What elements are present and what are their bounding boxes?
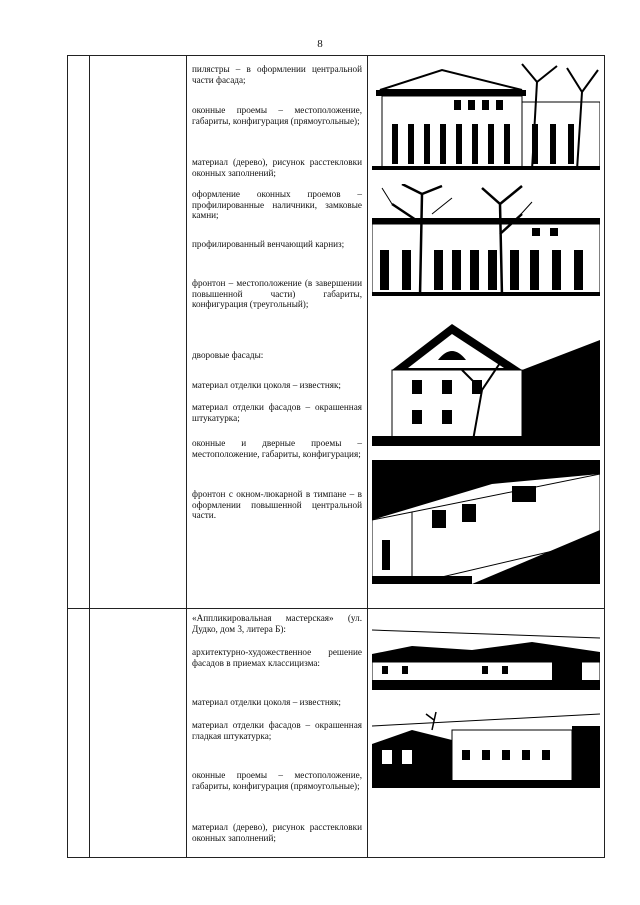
workshop-photo-2: [372, 710, 600, 788]
text-facade-material: материал отделки фасадов – окрашенная штукатурка;: [192, 402, 362, 423]
text-window-openings-2: оконные проемы – местоположение, габариты, конфигурация (прямоугольные);: [192, 770, 362, 791]
text-plinth-material-2: материал отделки цоколя – известняк;: [192, 697, 341, 707]
text-pilasters: пилястры – в оформлении центральной части фасада;: [192, 64, 362, 85]
row-divider: [67, 608, 605, 609]
text-plinth-material: материал отделки цоколя – известняк;: [192, 380, 341, 390]
text-facade-material-2: материал отделки фасадов – окрашенная гладкая штукатурка;: [192, 720, 362, 741]
column-border-right: [604, 55, 605, 858]
text-dormer-pediment: фронтон с окном-люкарной в тимпане – в оформлении повышенной центральной части.: [192, 489, 362, 521]
text-courtyard-heading: дворовые фасады:: [192, 350, 264, 360]
text-window-openings: оконные проемы – местоположение, габариты, конфигурация (прямоугольные);: [192, 105, 362, 126]
column-border-left: [67, 55, 68, 858]
text-architectural-solution: архитектурно-художественное решение фасадов в приемах классицизма:: [192, 647, 362, 668]
column-border-2: [89, 55, 90, 858]
facade-photo-2: [372, 184, 600, 296]
table-bottom-border: [67, 857, 605, 858]
workshop-photo-1: [372, 628, 600, 690]
text-window-trim: оформление оконных проемов – профилированные наличники, замковые камни;: [192, 189, 362, 221]
object-title: «Аппликировальная мастерская» (ул. Дудко, дом 3, литера Б):: [192, 613, 362, 634]
text-window-material: материал (дерево), рисунок расстекловки оконных заполнений;: [192, 157, 362, 178]
courtyard-photo-1: [372, 320, 600, 446]
column-border-4: [367, 55, 368, 858]
text-pediment: фронтон – местоположение (в завершении повышенной части) габариты, конфигурация (треугольный);: [192, 278, 362, 310]
text-window-material-2: материал (дерево), рисунок расстекловки оконных заполнений;: [192, 822, 362, 843]
text-cornice: профилированный венчающий карниз;: [192, 239, 345, 249]
courtyard-photo-2: [372, 460, 600, 584]
facade-photo-1: [372, 62, 600, 170]
text-door-window-openings: оконные и дверные проемы – местоположение, габариты, конфигурация;: [192, 438, 362, 459]
page-number: 8: [317, 38, 323, 50]
table-top-border: [67, 55, 605, 56]
column-border-3: [186, 55, 187, 858]
